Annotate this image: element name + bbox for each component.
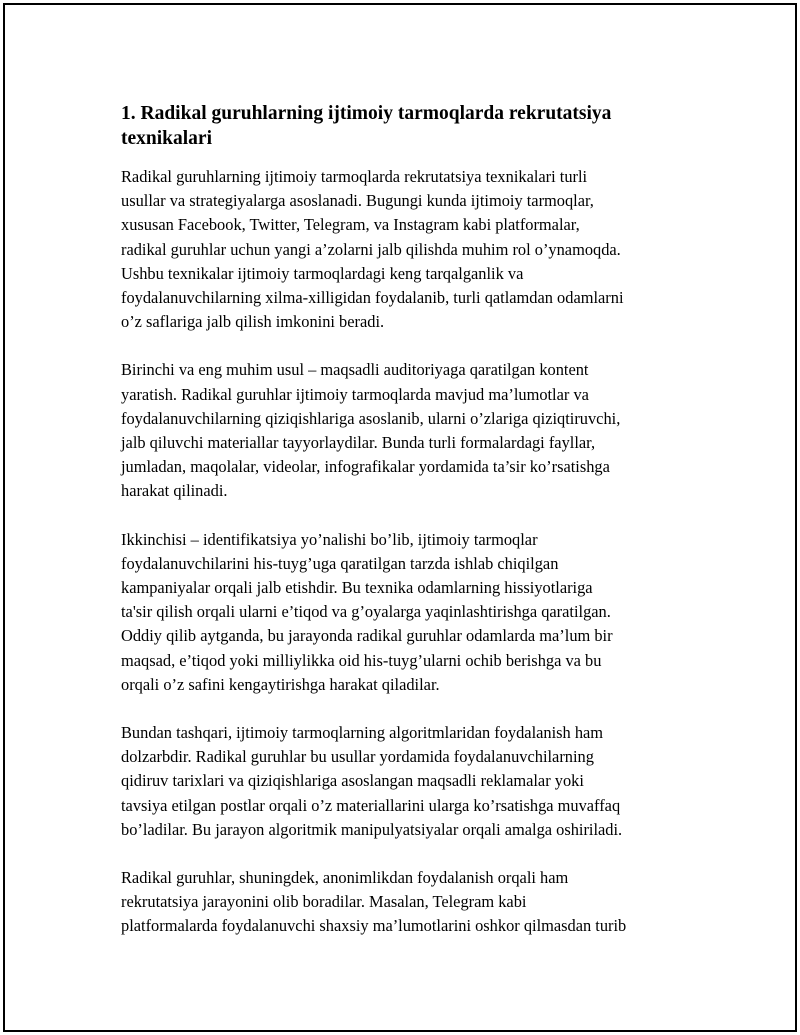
paragraph-3 [121,528,696,697]
text-line: jalb qiluvchi materiallar tayyorlaydilar. Bunda turli formalardagi fayllar, [121,433,596,453]
text-line: Bundan tashqari, ijtimoiy tarmoqlarning algoritmlaridan foydalanish ham [121,723,604,743]
text-line: foydalanuvchilarning xilma-xilligidan foydalanib, turli qatlamdan odamlarni [121,288,624,308]
paragraph-1 [121,165,696,334]
text-line: Birinchi va eng muhim usul – maqsadli auditoriyaga qaratilgan kontent [121,360,589,380]
text-line: harakat qilinadi. [121,481,228,501]
text-line: Ikkinchisi – identifikatsiya yo’nalishi bo’lib, ijtimoiy tarmoqlar [121,529,538,549]
paragraph-2 [121,358,696,503]
text-line: maqsad, e’tiqod yoki milliylikka oid his-tuyg’ularni ochib berishga va bu [121,650,602,670]
document-body [121,101,696,963]
text-line: xususan Facebook, Twitter, Telegram, va Instagram kabi platformalar, [121,215,580,235]
text-line: usullar va strategiyalarga asoslanadi. Bugungi kunda ijtimoiy tarmoqlar, [121,191,594,211]
paragraph-4 [121,721,696,842]
text-line: kampaniyalar orqali jalb etishdir. Bu texnika odamlarning hissiyotlariga [121,578,593,598]
paragraph-5 [121,866,696,939]
text-line: foydalanuvchilarning qiziqishlariga asoslanib, ularni o’zlariga qiziqtiruvchi, [121,408,621,428]
page-frame [3,3,797,1032]
text-line: platformalarda foydalanuvchi shaxsiy ma’lumotlarini oshkor qilmasdan turib [121,916,627,936]
text-line: dolzarbdir. Radikal guruhlar bu usullar yordamida foydalanuvchilarning [121,747,594,767]
text-line: Ushbu texnikalar ijtimoiy tarmoqlardagi keng tarqalganlik va [121,263,524,283]
text-line: o’z saflariga jalb qilish imkonini beradi. [121,312,385,332]
text-line: Radikal guruhlarning ijtimoiy tarmoqlarda rekrutatsiya texnikalari turli [121,167,588,186]
text-line: orqali o’z safini kengaytirishga harakat qiladilar. [121,674,440,694]
text-line: rekrutatsiya jarayonini olib boradilar. Masalan, Telegram kabi [121,892,527,912]
text-line: bo’ladilar. Bu jarayon algoritmik manipulyatsiyalar orqali amalga oshiriladi. [121,819,623,839]
heading-line: 1. Radikal guruhlarning ijtimoiy tarmoqlarda rekrutatsiya [121,103,612,124]
text-line: radikal guruhlar uchun yangi a’zolarni jalb qilishda muhim rol o’ynamoqda. [121,239,621,259]
text-line: tavsiya etilgan postlar orqali o’z materiallarini ularga ko’rsatishga muvaffaq [121,795,621,815]
text-line: ta'sir qilish orqali ularni e’tiqod va g’oyalarga yaqinlashtirishga qaratilgan. [121,602,611,622]
text-line: Oddiy qilib aytganda, bu jarayonda radikal guruhlar odamlarda ma’lum bir [121,626,613,646]
text-line: yaratish. Radikal guruhlar ijtimoiy tarmoqlarda mavjud ma’lumotlar va [121,384,589,404]
heading-line: texnikalari [121,128,212,149]
text-line: Radikal guruhlar, shuningdek, anonimlikdan foydalanish orqali ham [121,868,569,888]
section-heading [121,101,696,151]
text-line: jumladan, maqolalar, videolar, infografikalar yordamida ta’sir ko’rsatishga [121,457,610,477]
text-line: foydalanuvchilarini his-tuyg’uga qaratilgan tarzda ishlab chiqilgan [121,553,559,573]
text-line: qidiruv tarixlari va qiziqishlariga asoslangan maqsadli reklamalar yoki [121,771,584,791]
